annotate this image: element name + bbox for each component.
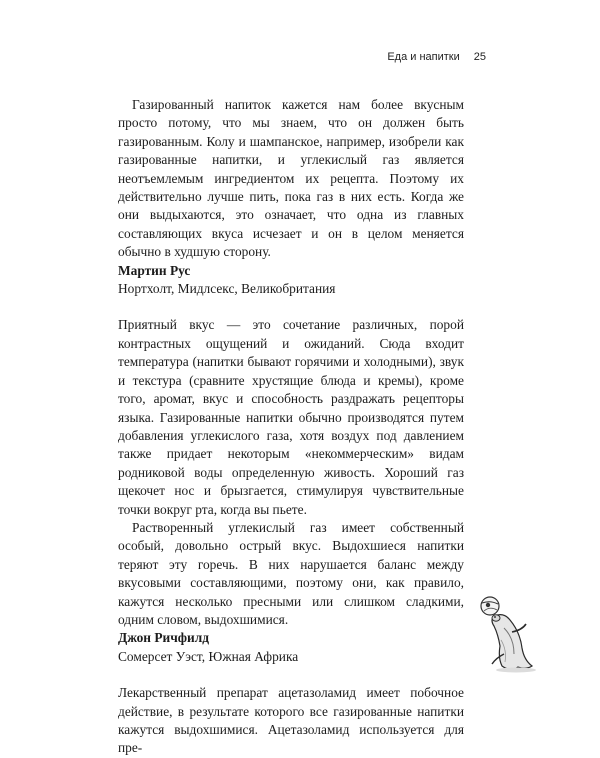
answer-paragraph: Газированный напиток кажется нам более вкусным просто потому, что мы знаем, что он должен быть газированным. Колу и шампанское, например, изобрели как газированные напитки, и углекислый газ является неотъемлемым ингредиентом их рецепта. Поэтому их действительно лучше пить, пока газ в них есть. Когда же они выдыхаются, это означает, что одна из главных составляющих вкуса исчезает и он в целом меняется обычно в худшую сторону. [118, 97, 464, 260]
answer-paragraph: Растворенный углекислый газ имеет собственный особый, довольно острый вкус. Выдохшиеся напитки теряют эту горечь. В них нарушается баланс между вкусовыми составляющими, поэтому они, как правило, кажутся несколько пресными или слишком сладкими, одним словом, выдохшимися. [118, 519, 464, 627]
answer-author: Мартин Рус [118, 262, 191, 278]
answer-paragraph: Приятный вкус — это сочетание различных, порой контрастных ощущений и ожиданий. Сюда входит температура (напитки бывают горячими и холодными), звук и текстура (сравните хрустящие блюда и кремы), кроме того, аромат, вкус и способность раздражать рецепторы языка. Газированные напитки обычно производятся путем добавления углекислого газа, хотя воздух под давлением также придает некоторым «некоммерческим» видам родниковой воды определенную живость. Хороший газ щекочет нос и брызгается, стимулируя чувствительные точки вокруг рта, когда вы пьете. [118, 317, 464, 517]
section-title: Еда и напитки [387, 51, 460, 63]
answer-paragraph: Лекарственный препарат ацетазоламид имеет побочное действие, в результате которого все газированные напитки кажутся выдохшимися. Ацетазоламид используется для пре- [118, 685, 464, 756]
answer-location: Нортхолт, Мидлсекс, Великобритания [118, 281, 336, 297]
page-number: 25 [473, 51, 486, 63]
answer-author: Джон Ричфилд [118, 630, 210, 646]
seal-balancing-ball-icon [474, 594, 540, 674]
running-header [387, 51, 486, 63]
answer-location: Сомерсет Уэст, Южная Африка [118, 648, 299, 664]
page-body [118, 96, 464, 758]
